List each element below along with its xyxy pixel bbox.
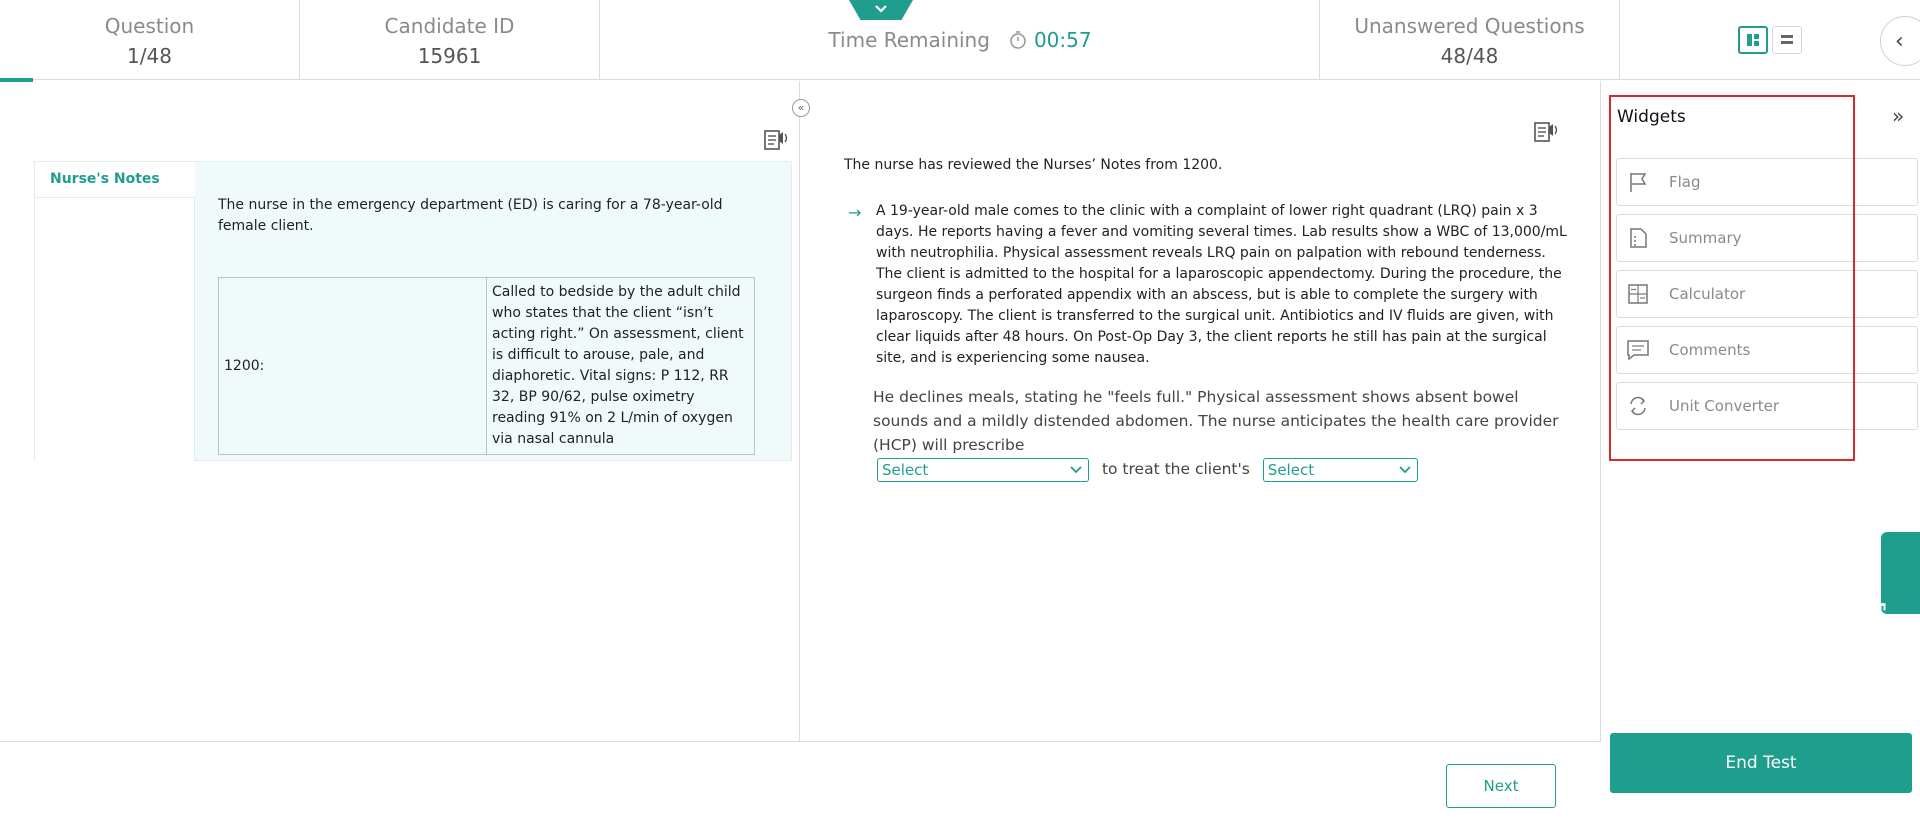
note-time: 1200: xyxy=(219,278,487,455)
question-value: 1/48 xyxy=(127,44,172,68)
time-remaining xyxy=(600,0,1320,80)
notes-intro: The nurse in the emergency department (ED) is caring for a 78-year-old female client. xyxy=(218,197,723,234)
widget-summary-label: Summary xyxy=(1669,229,1742,247)
notes-tab-column xyxy=(35,162,195,462)
feedback-button[interactable] xyxy=(1871,532,1920,678)
feedback-label: Feedback xyxy=(1871,602,1887,678)
tab-nurses-notes[interactable]: Nurse's Notes xyxy=(35,162,195,198)
list-layout-button[interactable] xyxy=(1772,26,1802,54)
scenario-text: A 19-year-old male comes to the clinic with a complaint of lower right quadrant (LRQ) pain x 3 days. He reports having a fever and vomiting several times. Lab results show a WBC of 13,000/mL with neutrophilia. Physical assessment reveals LRQ pain on palpation with rebound tenderness. The client is admitted to the hospital for a laparoscopic appendectomy. During the procedure, the surgeon finds a perforated appendix with an abscess, but is able to complete the surgery with laparoscopy. The client is transferred to the surgical unit. Antibiotics and IV fluids are given, with clear liquids after 48 hours. On Post-Op Day 3, the client reports he still has pain at the surgical site, and is experiencing some nausea. xyxy=(876,203,1567,366)
question-panel xyxy=(801,81,1601,741)
dropdown-select-1[interactable] xyxy=(877,458,1089,482)
widget-flag-label: Flag xyxy=(1669,173,1701,191)
candidate-label: Candidate ID xyxy=(384,14,515,38)
notes-table xyxy=(218,277,755,455)
widget-unit-converter-label: Unit Converter xyxy=(1669,397,1780,415)
chevron-down-icon xyxy=(1397,461,1413,477)
footer-bar xyxy=(0,741,1601,821)
time-label: Time Remaining xyxy=(828,28,990,52)
unanswered-value: 48/48 xyxy=(1440,44,1499,68)
text-to-speech-icon[interactable] xyxy=(762,125,790,153)
dropdown-select-1-value: Select xyxy=(882,460,929,479)
question-text: He declines meals, stating he "feels full." Physical assessment shows absent bowel sounds and a mildly distended abdomen. The nurse anticipates the health care provider (HCP) will prescribe xyxy=(873,388,1559,454)
arrow-right-icon: → xyxy=(848,203,862,222)
end-test-button[interactable]: End Test xyxy=(1610,733,1912,793)
collapse-widgets-icon[interactable]: » xyxy=(1892,104,1905,128)
layout-toggles xyxy=(1738,26,1802,54)
chevron-left-icon: ‹ xyxy=(1895,29,1904,54)
dropdown-select-2-value: Select xyxy=(1267,460,1315,479)
top-header xyxy=(0,0,1920,80)
question-counter xyxy=(0,0,300,80)
unanswered-counter xyxy=(1320,0,1620,80)
question-label: Question xyxy=(104,14,195,38)
widget-comments-label: Comments xyxy=(1669,341,1751,359)
next-button[interactable]: Next xyxy=(1446,764,1556,808)
widget-calculator-label: Calculator xyxy=(1669,285,1746,303)
widgets-title: Widgets xyxy=(1617,107,1686,127)
table-row xyxy=(219,278,755,455)
collapse-left-panel-button[interactable]: « xyxy=(792,99,810,117)
list-layout-icon xyxy=(1780,33,1794,47)
question-stem xyxy=(873,385,1578,482)
text-to-speech-icon[interactable] xyxy=(1532,117,1560,145)
stopwatch-icon xyxy=(1008,30,1028,50)
split-layout-icon xyxy=(1746,33,1760,47)
case-panel xyxy=(0,81,805,741)
timer xyxy=(1008,28,1092,52)
widgets-highlight-box xyxy=(1609,95,1855,461)
time-value: 00:57 xyxy=(1033,28,1092,52)
candidate-value: 15961 xyxy=(417,44,482,68)
chevron-down-icon xyxy=(1068,461,1084,477)
unanswered-label: Unanswered Questions xyxy=(1354,14,1585,38)
chevron-down-icon xyxy=(873,3,889,15)
note-text: Called to bedside by the adult child who states that the client “isn’t acting right.” On assessment, client is difficult to arouse, pale, and diaphoretic. Vital signs: P 112, RR 32, BP 90/62, pulse oximetry reading 91% on 2 L/min of oxygen via nasal cannula xyxy=(487,278,755,455)
candidate-id xyxy=(300,0,600,80)
split-layout-button[interactable] xyxy=(1738,26,1768,54)
dropdown-select-2[interactable] xyxy=(1263,458,1418,482)
question-intro: The nurse has reviewed the Nurses’ Notes from 1200. xyxy=(844,157,1223,173)
connector-text: to treat the client's xyxy=(1101,460,1250,478)
